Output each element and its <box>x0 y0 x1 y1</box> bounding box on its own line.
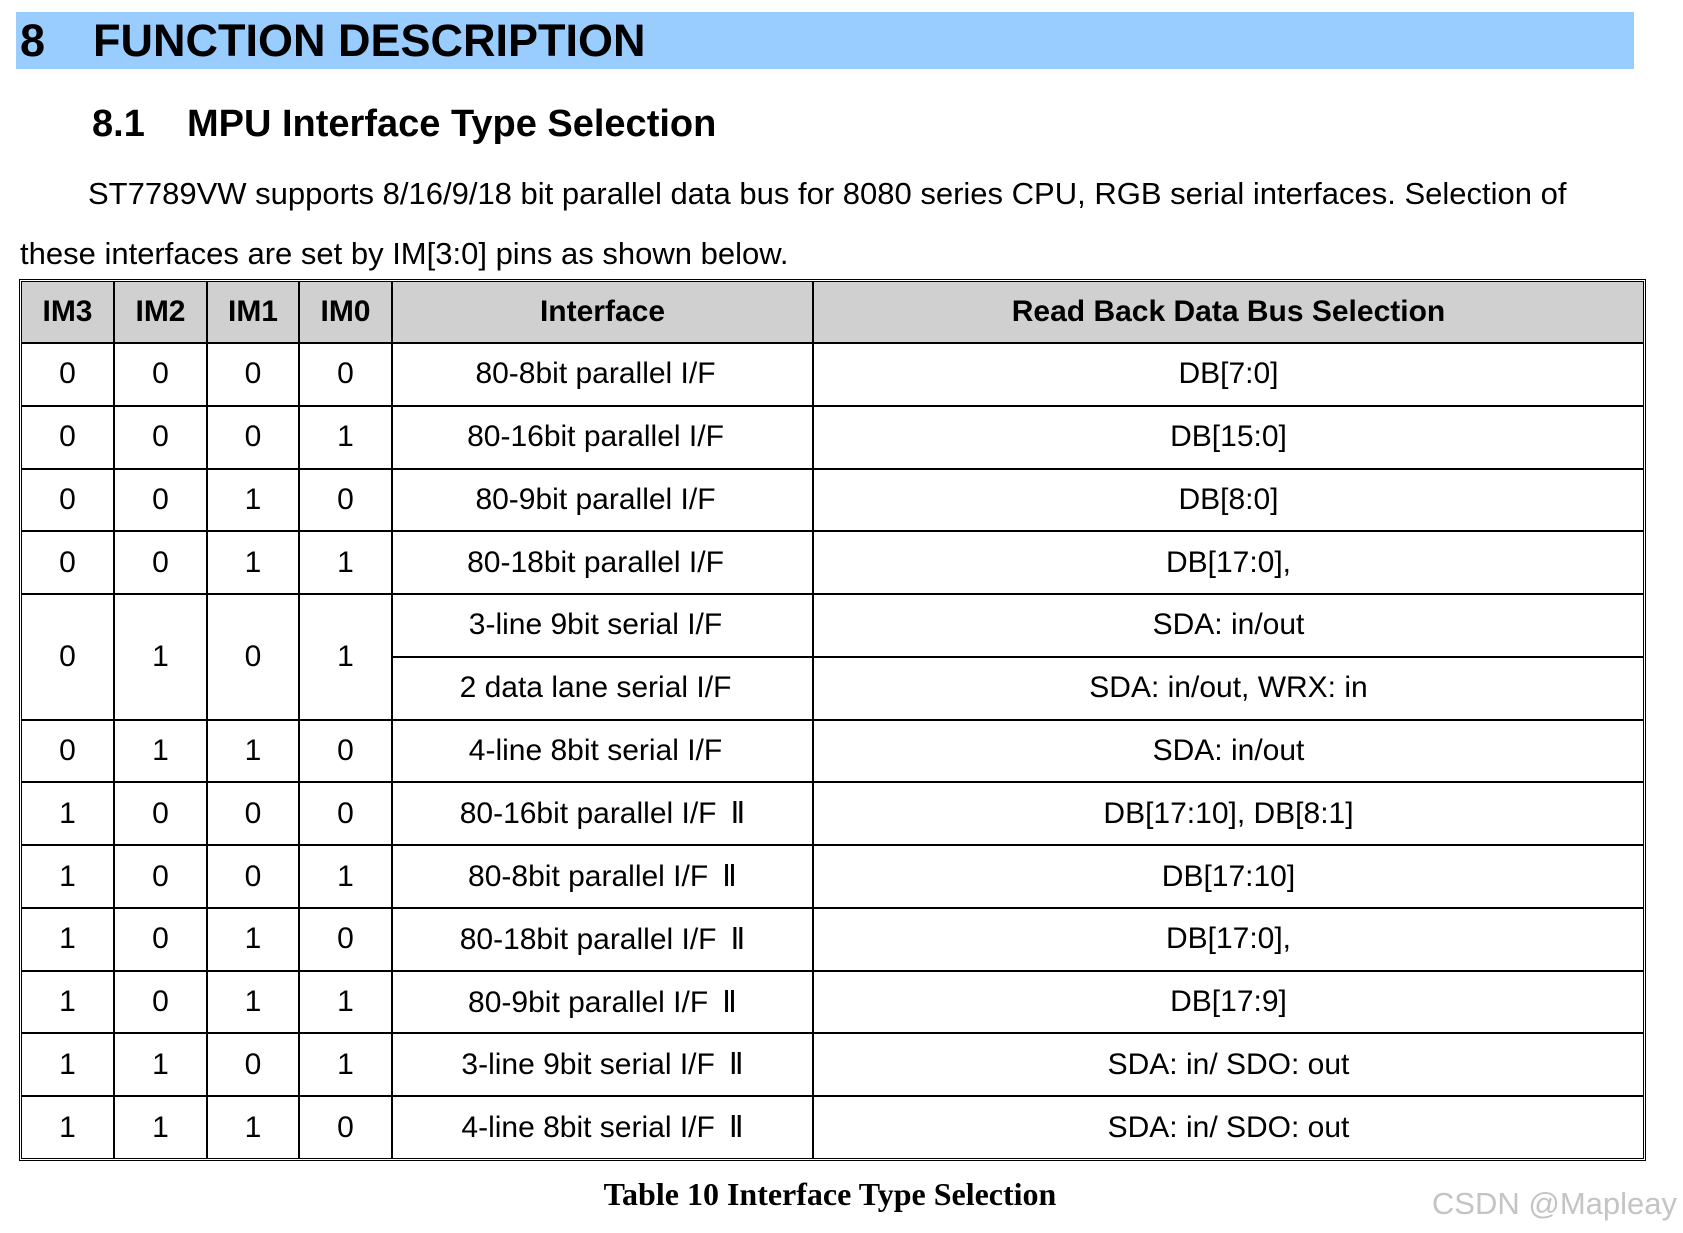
header-im2: IM2 <box>114 282 207 343</box>
interface-label: 80-9bit parallel I/F <box>468 985 709 1019</box>
cell-im1: 0 <box>207 343 299 406</box>
table-row <box>22 845 1643 908</box>
table-row <box>22 1033 1643 1096</box>
cell-readback: DB[17:10], DB[8:1] <box>813 782 1643 845</box>
cell-interface <box>392 531 813 594</box>
cell-im0: 0 <box>299 720 392 783</box>
cell-im2: 0 <box>114 531 207 594</box>
mode-suffix: Ⅱ <box>722 985 737 1019</box>
cell-im1: 1 <box>207 720 299 783</box>
cell-interface <box>392 594 813 657</box>
cell-im2: 0 <box>114 971 207 1034</box>
table-row <box>22 782 1643 845</box>
cell-readback: DB[17:0], <box>813 531 1643 594</box>
table-row <box>22 343 1643 406</box>
header-im1: IM1 <box>207 282 299 343</box>
cell-im1: 0 <box>207 406 299 469</box>
cell-readback: DB[15:0] <box>813 406 1643 469</box>
cell-im3: 0 <box>22 343 114 406</box>
cell-interface <box>392 1096 813 1158</box>
cell-interface <box>392 908 813 971</box>
cell-im2: 0 <box>114 845 207 908</box>
subsection-heading <box>92 103 716 146</box>
cell-im0: 1 <box>299 594 392 720</box>
cell-im0: 1 <box>299 971 392 1034</box>
cell-im3: 0 <box>22 720 114 783</box>
cell-readback: DB[7:0] <box>813 343 1643 406</box>
cell-readback: SDA: in/out, WRX: in <box>813 657 1643 720</box>
interface-label: 3-line 9bit serial I/F <box>468 608 723 642</box>
cell-im0: 0 <box>299 908 392 971</box>
cell-readback: SDA: in/ SDO: out <box>813 1033 1643 1096</box>
mode-suffix: Ⅱ <box>728 1111 744 1145</box>
cell-im0: 0 <box>299 343 392 406</box>
cell-im0: 1 <box>299 531 392 594</box>
interface-label: 4-line 8bit serial I/F <box>461 1111 715 1145</box>
cell-im2: 1 <box>114 594 207 720</box>
cell-readback: SDA: in/ SDO: out <box>813 1096 1643 1158</box>
cell-interface <box>392 406 813 469</box>
cell-im3: 1 <box>22 908 114 971</box>
cell-im1: 1 <box>207 469 299 532</box>
cell-readback: DB[17:9] <box>813 971 1643 1034</box>
cell-im1: 0 <box>207 845 299 908</box>
cell-im0: 0 <box>299 782 392 845</box>
mode-suffix: Ⅱ <box>730 922 746 956</box>
cell-im1: 0 <box>207 1033 299 1096</box>
interface-label: 80-8bit parallel I/F <box>468 860 709 893</box>
cell-im2: 1 <box>114 1096 207 1158</box>
table-row <box>22 531 1643 594</box>
cell-im3: 1 <box>22 1096 114 1158</box>
cell-im2: 1 <box>114 720 207 783</box>
section-title: FUNCTION DESCRIPTION <box>93 14 646 66</box>
table-header-row <box>22 282 1643 343</box>
table-row <box>22 406 1643 469</box>
cell-im1: 1 <box>207 531 299 594</box>
cell-im0: 1 <box>299 406 392 469</box>
header-readback: Read Back Data Bus Selection <box>813 282 1643 343</box>
interface-label: 4-line 8bit serial I/F <box>468 733 723 767</box>
interface-label: 80-9bit parallel I/F <box>475 482 716 516</box>
cell-im1: 1 <box>207 908 299 971</box>
cell-readback: DB[8:0] <box>813 469 1643 532</box>
interface-label: 80-16bit parallel I/F <box>459 797 717 831</box>
cell-im2: 0 <box>114 469 207 532</box>
interface-label: 80-18bit parallel I/F <box>459 922 717 956</box>
cell-im1: 1 <box>207 971 299 1034</box>
table-row <box>22 971 1643 1034</box>
cell-im0: 0 <box>299 469 392 532</box>
cell-im0: 0 <box>299 1096 392 1158</box>
subsection-title: MPU Interface Type Selection <box>187 103 717 145</box>
cell-im3: 1 <box>22 845 114 908</box>
cell-im3: 1 <box>22 971 114 1034</box>
section-heading <box>16 12 1634 69</box>
section-number: 8 <box>20 14 46 66</box>
table-row <box>22 1096 1643 1158</box>
table-row <box>22 908 1643 971</box>
interface-selection-table <box>19 279 1646 1161</box>
header-interface: Interface <box>392 282 813 343</box>
table-caption: Table 10 Interface Type Selection <box>603 1176 1057 1212</box>
mode-suffix: Ⅱ <box>730 797 746 831</box>
cell-im3: 0 <box>22 469 114 532</box>
cell-interface <box>392 845 813 908</box>
header-im3: IM3 <box>22 282 114 343</box>
interface-label: 80-16bit parallel I/F <box>467 420 724 454</box>
cell-interface <box>392 469 813 532</box>
cell-im3: 1 <box>22 1033 114 1096</box>
mode-suffix: Ⅱ <box>722 860 737 893</box>
table-row <box>22 594 1643 657</box>
interface-label: 80-18bit parallel I/F <box>467 545 724 579</box>
table-row <box>22 469 1643 532</box>
cell-readback: SDA: in/out <box>813 594 1643 657</box>
table-row <box>22 720 1643 783</box>
mode-suffix: Ⅱ <box>728 1048 744 1082</box>
cell-im2: 1 <box>114 1033 207 1096</box>
interface-label: 3-line 9bit serial I/F <box>461 1048 715 1082</box>
cell-im2: 0 <box>114 782 207 845</box>
subsection-number: 8.1 <box>92 103 145 145</box>
cell-im1: 1 <box>207 1096 299 1158</box>
header-im0: IM0 <box>299 282 392 343</box>
cell-im0: 1 <box>299 1033 392 1096</box>
cell-im1: 0 <box>207 594 299 720</box>
cell-im3: 0 <box>22 594 114 720</box>
cell-readback: DB[17:10] <box>813 845 1643 908</box>
watermark: CSDN @Mapleay <box>1431 1186 1677 1221</box>
cell-im1: 0 <box>207 782 299 845</box>
cell-interface <box>392 971 813 1034</box>
cell-im2: 0 <box>114 406 207 469</box>
cell-readback: DB[17:0], <box>813 908 1643 971</box>
cell-interface <box>392 657 813 720</box>
interface-label: 2 data lane serial I/F <box>459 671 732 705</box>
cell-interface <box>392 1033 813 1096</box>
cell-im3: 0 <box>22 531 114 594</box>
cell-interface <box>392 782 813 845</box>
cell-im3: 0 <box>22 406 114 469</box>
interface-label: 80-8bit parallel I/F <box>475 357 716 391</box>
cell-im3: 1 <box>22 782 114 845</box>
intro-paragraph: ST7789VW supports 8/16/9/18 bit parallel data bus for 8080 series CPU, RGB serial interfaces. Selection of these interfaces are set by IM[3:0] pins as shown below. <box>20 176 1567 271</box>
cell-interface <box>392 343 813 406</box>
cell-im0: 1 <box>299 845 392 908</box>
cell-interface <box>392 720 813 783</box>
cell-im2: 0 <box>114 908 207 971</box>
cell-im2: 0 <box>114 343 207 406</box>
cell-readback: SDA: in/out <box>813 720 1643 783</box>
